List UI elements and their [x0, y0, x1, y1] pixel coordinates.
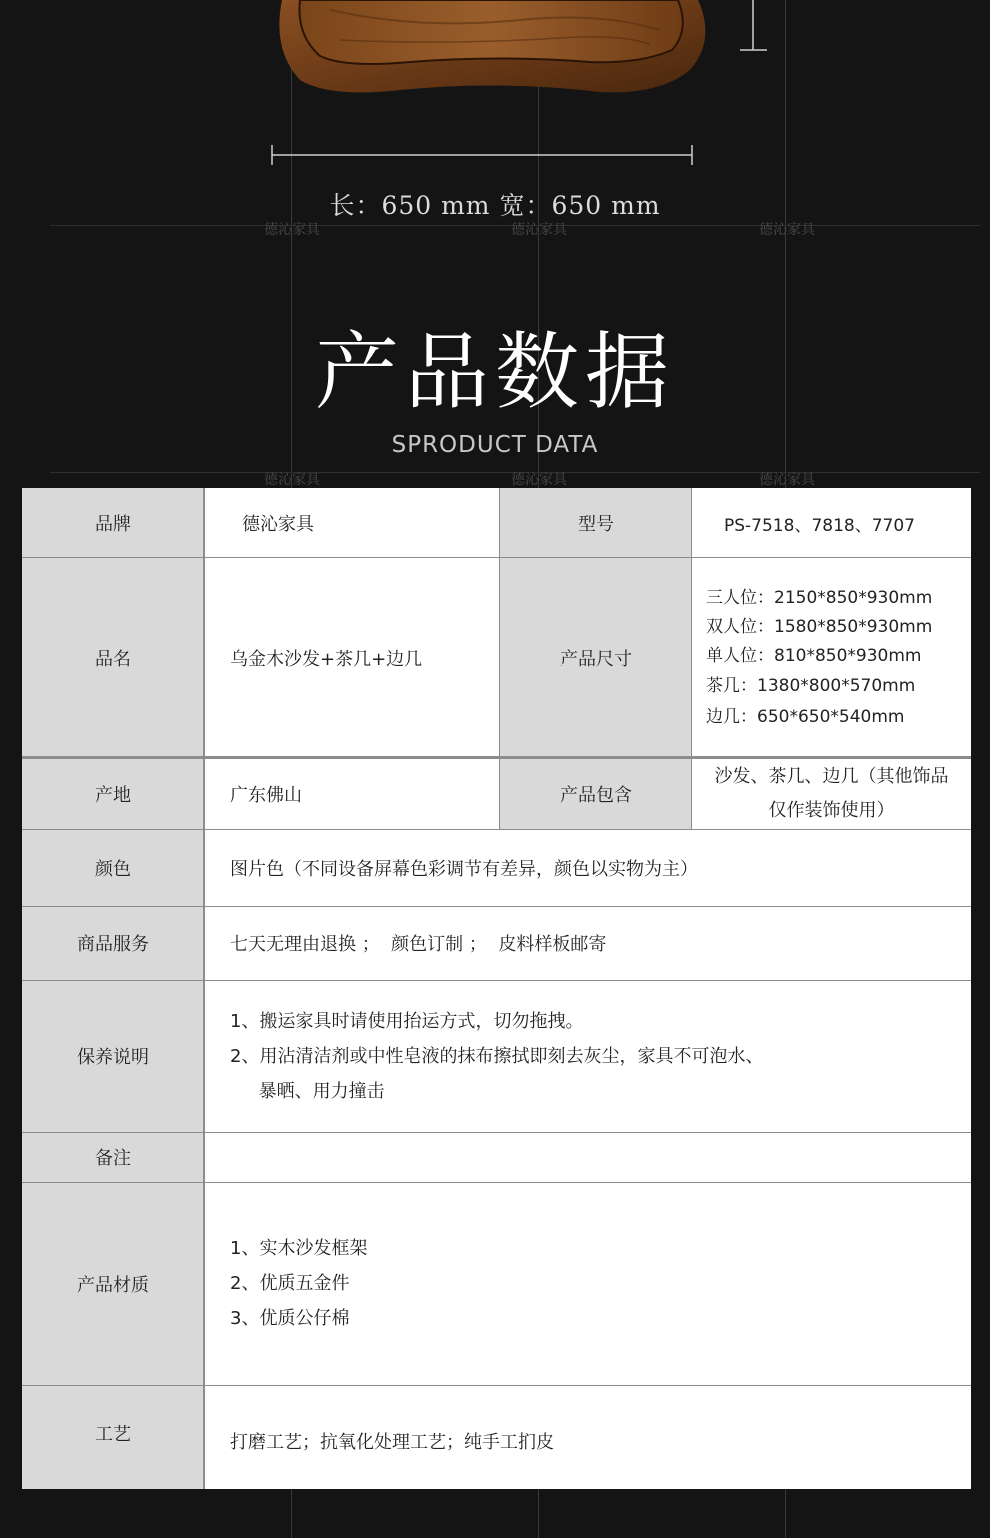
product-data-table — [22, 488, 971, 1489]
label-material: 产品材质 — [22, 1182, 204, 1385]
value-size — [692, 558, 971, 758]
page-title: 产品数据 — [314, 323, 675, 421]
value-care — [204, 980, 971, 1132]
table-divider — [22, 906, 971, 907]
value-brand: 德沁家具 — [204, 488, 500, 558]
table-divider — [22, 1385, 971, 1386]
table-divider — [22, 829, 971, 830]
watermark: 德沁家具 — [511, 472, 567, 488]
table-divider — [22, 1132, 971, 1133]
label-note: 备注 — [22, 1132, 204, 1182]
value-includes — [692, 758, 971, 830]
includes-line: 仅作装饰使用） — [768, 800, 895, 821]
value-product-name: 乌金木沙发+茶几+边几 — [204, 558, 500, 758]
label-product-name: 品名 — [22, 558, 204, 758]
label-size: 产品尺寸 — [500, 558, 692, 758]
care-line: 1、搬运家具时请使用抬运方式，切勿拖拽。 — [230, 1010, 584, 1032]
table-divider — [22, 557, 971, 558]
table-divider — [22, 1182, 971, 1183]
label-model: 型号 — [500, 488, 692, 558]
material-line: 2、优质五金件 — [230, 1273, 350, 1294]
label-includes: 产品包含 — [500, 758, 692, 830]
size-line: 单人位：810*850*930mm — [706, 645, 922, 666]
watermark: 德沁家具 — [264, 222, 320, 238]
value-material — [204, 1182, 971, 1385]
value-model: PS-7518、7818、7707 — [692, 488, 971, 558]
care-line: 2、用沾清洁剂或中性皂液的抹布擦拭即刻去灰尘，家具不可泡水、 — [230, 1045, 764, 1067]
material-line: 1、实木沙发框架 — [230, 1238, 368, 1259]
page-subtitle: SPRODUCT DATA — [391, 432, 599, 458]
value-note — [204, 1132, 971, 1182]
material-line: 3、优质公仔棉 — [230, 1308, 350, 1329]
value-origin: 广东佛山 — [204, 758, 500, 830]
size-line: 茶几：1380*800*570mm — [706, 675, 916, 696]
label-brand: 品牌 — [22, 488, 204, 558]
watermark: 德沁家具 — [510, 663, 566, 679]
watermark: 德沁家具 — [264, 472, 320, 488]
table-divider — [203, 488, 205, 1489]
watermark: 德沁家具 — [511, 222, 567, 238]
value-service: 七天无理由退换 ； 颜色订制 ； 皮料样板邮寄 — [204, 906, 971, 980]
watermark: 德沁家具 — [759, 472, 815, 488]
table-divider — [691, 488, 692, 830]
table-divider — [499, 488, 500, 830]
value-color: 图片色（不同设备屏幕色彩调节有差异，颜色以实物为主） — [204, 830, 971, 906]
label-origin: 产地 — [22, 758, 204, 830]
table-divider — [22, 756, 971, 759]
dimension-text: 长：650 mm 宽：650 mm — [329, 191, 661, 220]
table-divider — [22, 980, 971, 981]
value-craft: 打磨工艺；抗氧化处理工艺；纯手工扪皮 — [204, 1385, 971, 1489]
watermark: 德沁家具 — [759, 222, 815, 238]
label-color: 颜色 — [22, 830, 204, 906]
size-line: 边几：650*650*540mm — [706, 706, 905, 727]
label-craft: 工艺 — [22, 1385, 204, 1489]
care-line: 暴晒、用力撞击 — [230, 1080, 385, 1102]
includes-line: 沙发、茶几、边几（其他饰品 — [714, 766, 949, 787]
size-line: 三人位：2150*850*930mm — [706, 587, 933, 608]
size-line: 双人位：1580*850*930mm — [706, 616, 933, 637]
label-service: 商品服务 — [22, 906, 204, 980]
label-care: 保养说明 — [22, 980, 204, 1132]
